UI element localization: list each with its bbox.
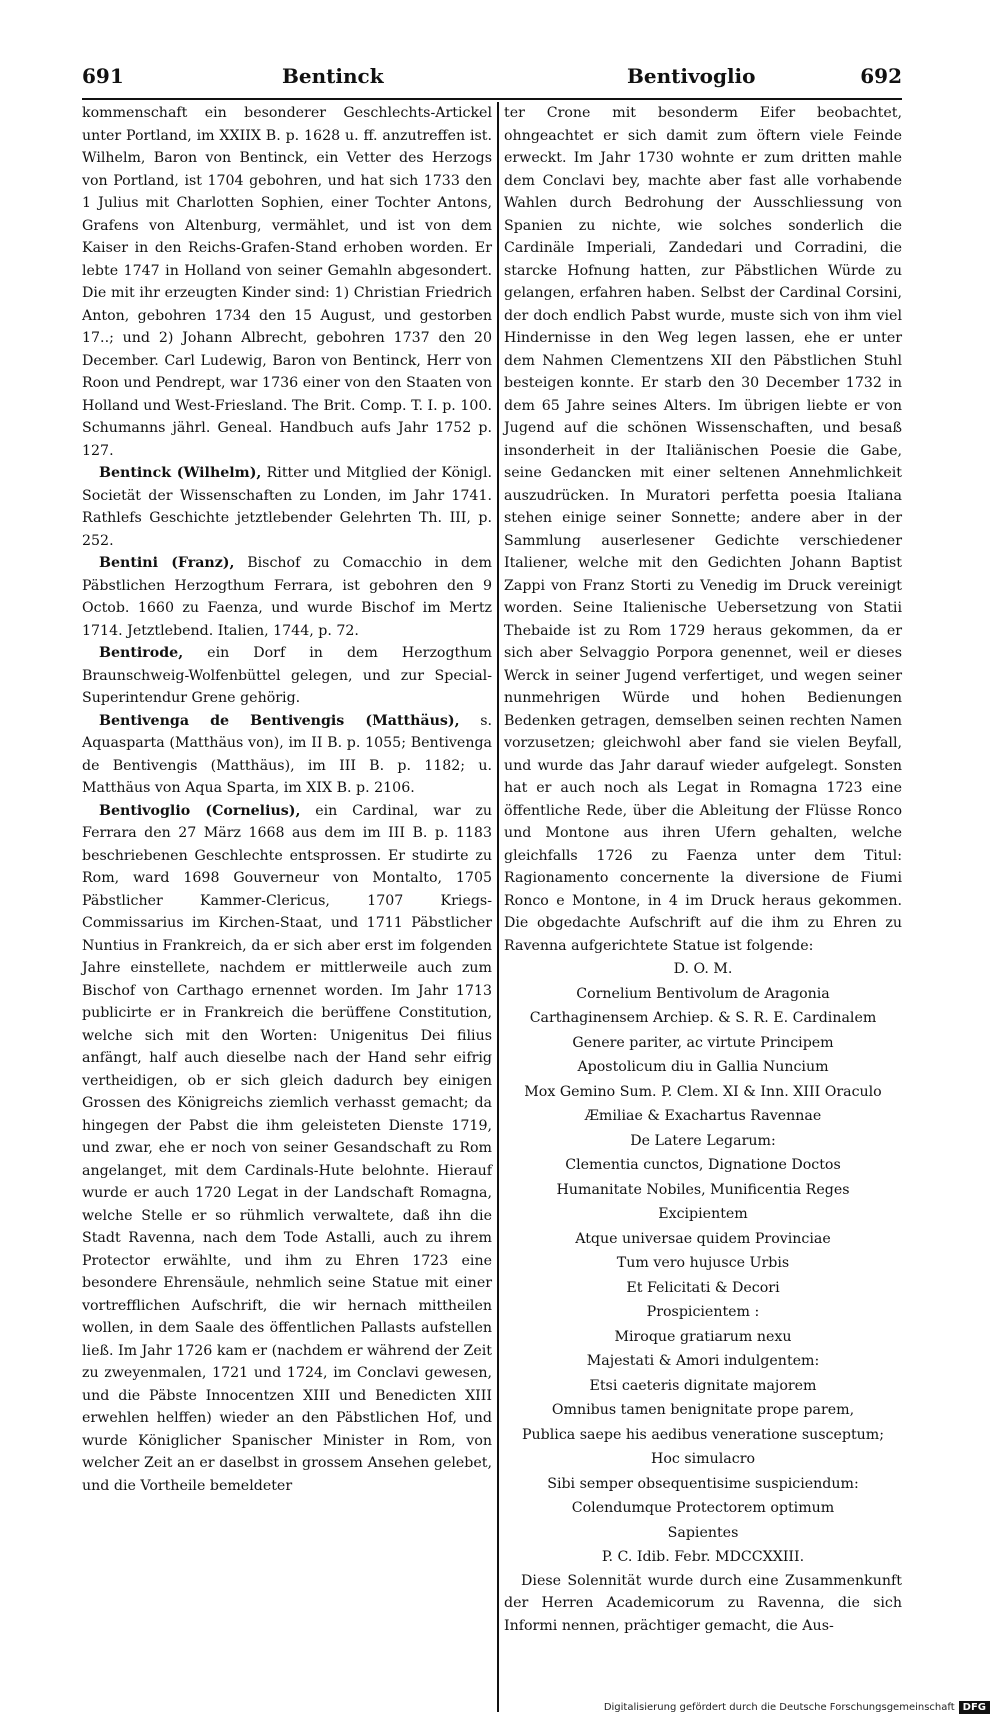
entry-bentivenga (82, 710, 492, 800)
running-header (82, 64, 902, 94)
entry-text: s. Aquasparta (Matthäus von), im II B. p. 1055; Bentivenga de Bentivengis (Matthäus), im III B. p. 1182; u. Matthäus von Aqua Sparta, im XIX B. p. 2106. (82, 712, 492, 796)
inscription-line: Atque universae quidem Provinciae (575, 1230, 831, 1247)
inscription-line: Clementia cunctos, Dignatione Doctos (565, 1157, 841, 1173)
inscription-line: P. C. Idib. Febr. MDCCXXIII. (601, 1549, 805, 1565)
right-column (504, 102, 902, 1637)
column-divider (497, 102, 499, 1712)
inscription-line: Et Felicitati & Decori (626, 1279, 780, 1296)
inscription-line: Mox Gemino Sum. P. Clem. XI & Inn. XIII Oraculo (524, 1083, 882, 1100)
entry-bentini (82, 552, 492, 642)
inscription-line: Tum vero hujusce Urbis (616, 1255, 790, 1271)
inscription-line: Carthaginensem Archiep. & S. R. E. Cardinalem (529, 1010, 877, 1026)
inscription-line: Miroque gratiarum nexu (614, 1328, 792, 1345)
entry-bentirode (82, 642, 492, 710)
inscription-line: Publica saepe his aedibus veneratione susceptum; (521, 1426, 885, 1443)
entry-text: Ritter und Mitglied der Königl. Societät der Wissenschaften zu Londen, im Jahr 1741. Rathlefs Geschichte jetztlebender Gelehrten Th. III, p. 252. (82, 465, 492, 549)
inscription-line: Majestati & Amori indulgentem: (586, 1353, 820, 1369)
inscription-line: De Latere Legarum: (630, 1132, 776, 1149)
inscription-line: Prospicientem : (646, 1304, 760, 1320)
paragraph-continuation: ter Crone mit besonderm Eifer beobachtet, ohngeachtet er sich damit zum öftern viele Feinde erweckt. Im Jahr 1730 wohnte er zum dritten mahle dem Conclavi bey, machte aber fast alle vorhabende Wahlen durch Bedrohung der Ausschliessung von Spanien zu nichte, wie solches sonderlich die Cardinäle Imperiali, Zandedari und Corradini, die starcke Hofnung hatten, zur Päbstlichen Würde zu gelangen, erfahren haben. Selbst der Cardinal Corsini, der doch endlich Pabst wurde, muste sich von ihm viel Hindernisse in den Weg legen lassen, ehe er unter dem Nahmen Clementzens XII den Päbstlichen Stuhl besteigen konnte. Er starb den 30 December 1732 in dem 65 Jahre seines Alters. Im übrigen liebte er von Jugend auf die schönen Wissenschaften, und besaß insonderheit in der Italiänischen Poesie die Gabe, seine Gedancken mit einer seltenen Annehmlichkeit auszudrücken. In Muratori perfetta poesia Italiana stehen einige seiner Sonnette; andere aber in der Sammlung auserlesener Gedichte verschiedener Italiener, welche mit den Gedichten Johann Baptist Zappi von Franz Storti zu Venedig im Druck vereinigt worden. Seine Italienische Uebersetzung von Statii Thebaide ist zu Rom 1729 heraus gekommen, da er sich aber Selvaggio Porpora genennet, weil er dieses Werck in seiner Jugend verfertiget, und wegen seiner nunmehrigen Würde und hohen Bedienungen Bedenken getragen, demselben seinen rechten Namen vorzusetzen; gleichwohl aber fand sie vielen Beyfall, und wurde das Jahr darauf wieder aufgelegt. Sonsten hat er auch noch als Legat in Romagna 1723 eine öffentliche Rede, über die Ableitung der Flüsse Ronco und Montone aus ihren Ufern gehalten, welche gleichfalls 1726 zu Faenza unter dem Titul: Ragionamento concernente la diversione de Fiumi Ronco e Montone, in 4 im Druck heraus gekommen. Die obgedachte Aufschrift auf die ihm zu Ehren zu Ravenna aufgerichtete Statue ist folgende: (504, 105, 902, 954)
left-column (82, 102, 492, 1497)
entry-headword: Bentivenga de Bentivengis (Matthäus), (99, 712, 460, 729)
inscription-line: Hoc simulacro (650, 1451, 756, 1467)
dfg-logo: DFG (959, 1701, 990, 1714)
inscription-line: Humanitate Nobiles, Munificentia Reges (556, 1181, 850, 1198)
inscription-line: Etsi caeteris dignitate majorem (589, 1377, 817, 1394)
entry-headword: Bentivoglio (Cornelius), (99, 802, 301, 819)
entry-headword: Bentirode, (99, 645, 184, 661)
entry-bentinck-wilhelm (82, 462, 492, 552)
inscription-line: D. O. M. (673, 961, 733, 977)
entry-headword: Bentinck (Wilhelm), (99, 465, 262, 481)
digitization-footer (604, 1701, 990, 1714)
inscription-line: Apostolicum diu in Gallia Nuncium (577, 1059, 829, 1075)
inscription-line: Excipientem (658, 1206, 748, 1222)
entry-bentivoglio (82, 800, 492, 1498)
entry-text: ein Cardinal, war zu Ferrara den 27 März 1668 aus dem im III B. p. 1183 beschriebenen Geschlechte entsprossen. Er studirte zu Rom, ward 1698 Gouverneur von Montalto, 1705 Päbstlicher Kammer-Clericus, 1707 Kriegs-Commissarius im Kirchen-Staat, und 1711 Päbstlicher Nuntius in Frankreich, da er sich aber erst im folgenden Jahre einstellete, nachdem er mittlerweile auch zum Bischof von Carthago ernennet worden. Im Jahr 1713 publicirte er in Frankreich die berüffene Constitution, welche sich mit den Worten: Unigenitus Dei filius anfängt, half auch dieselbe nach der Hand sehr eifrig vertheidigen, ob er sich gleich dadurch bey einigen Grossen des Königreichs ziemlich verhasst gemacht; da hingegen der Pabst die ihm geleisteten Dienste 1719, und zwar, ehe er noch von seiner Gesandschaft zu Rom angelanget, mit dem Cardinals-Hute belohnte. Hierauf wurde er auch 1720 Legat in der Landschaft Romagna, welche Stelle er so rühmlich verwaltete, daß ihn die Stadt Ravenna, nach dem Tode Astalli, auch zu ihrem Protector erwählte, und ihm zu Ehren 1723 eine besondere Ehrensäule, nehmlich seine Statue mit einer vortrefflichen Aufschrift, die wir hernach mittheilen wollen, in dem Saale des öffentlichen Pallasts aufstellen ließ. Im Jahr 1726 kam er (nachdem er während der Zeit zu zweyenmalen, 1721 und 1724, im Conclavi gewesen, und die Päbste Innocentzen XIII und Benedicten XIII erwehlen helffen) wieder an den Päbstlichen Hof, und wurde Königlicher Spanischer Minister in Rom, von welcher Zeit an er daselbst in grossem Ansehen gelebet, und die Vortheile bemeldeter (82, 802, 492, 1494)
inscription-line: Colendumque Protectorem optimum (571, 1500, 835, 1516)
entry-text: Bischof zu Comacchio in dem Päbstlichen Herzogthum Ferrara, ist gebohren den 9 Octob. 1660 zu Faenza, und wurde Bischof im Mertz 1714. Jetztlebend. Italien, 1744, p. 72. (82, 555, 492, 639)
footer-text: Digitalisierung gefördert durch die Deutsche Forschungsgemeinschaft (603, 1702, 955, 1713)
inscription-line: Genere pariter, ac virtute Principem (572, 1034, 834, 1051)
paragraph-closing: Diese Solennität wurde durch eine Zusammenkunft der Herren Academicorum zu Ravenna, die sich Informi nennen, prächtiger gemacht, die Aus- (504, 1572, 902, 1634)
page-number-left: 691 (82, 64, 124, 88)
inscription-line: Omnibus tamen benignitate prope parem, (551, 1402, 855, 1418)
latin-inscription (504, 957, 902, 1570)
inscription-line: Sapientes (667, 1524, 739, 1541)
running-head-right: Bentivoglio (627, 64, 756, 88)
header-rule (82, 98, 902, 100)
inscription-line: Sibi semper obsequentisime suspiciendum: (547, 1475, 859, 1492)
inscription-line: Cornelium Bentivolum de Aragonia (576, 985, 830, 1002)
paragraph-continuation: kommenschaft ein besonderer Geschlechts-Artickel unter Portland, im XXIIX B. p. 1628 u. ff. anzutreffen ist. Wilhelm, Baron von Bentinck, ein Vetter des Herzogs von Portland, ist 1704 gebohren, und hat sich 1733 den 1 Julius mit Charlotten Sophien, einer Tochter Antons, Grafens von Altenburg, vermählet, und ist von dem Kaiser in den Reichs-Grafen-Stand erhoben worden. Er lebte 1747 in Holland von seiner Gemahln abgesondert. Die mit ihr erzeugten Kinder sind: 1) Christian Friedrich Anton, gebohren 1734 den 15 August, und gestorben 17..; und 2) Johann Albrecht, gebohren 1737 den 20 December. Carl Ludewig, Baron von Bentinck, Herr von Roon und Pendrept, war 1736 einer von den Staaten von Holland und West-Friesland. The Brit. Comp. T. I. p. 100. Schumanns jährl. Geneal. Handbuch aufs Jahr 1752 p. 127. (82, 105, 492, 459)
page-number-right: 692 (860, 64, 902, 88)
entry-text: ein Dorf in dem Herzogthum Braunschweig-Wolfenbüttel gelegen, und zur Special-Superintendur Grene gehörig. (82, 645, 492, 706)
entry-headword: Bentini (Franz), (99, 555, 235, 571)
running-head-left: Bentinck (282, 64, 384, 88)
inscription-line: Æmiliae & Exachartus Ravennae (584, 1108, 822, 1124)
